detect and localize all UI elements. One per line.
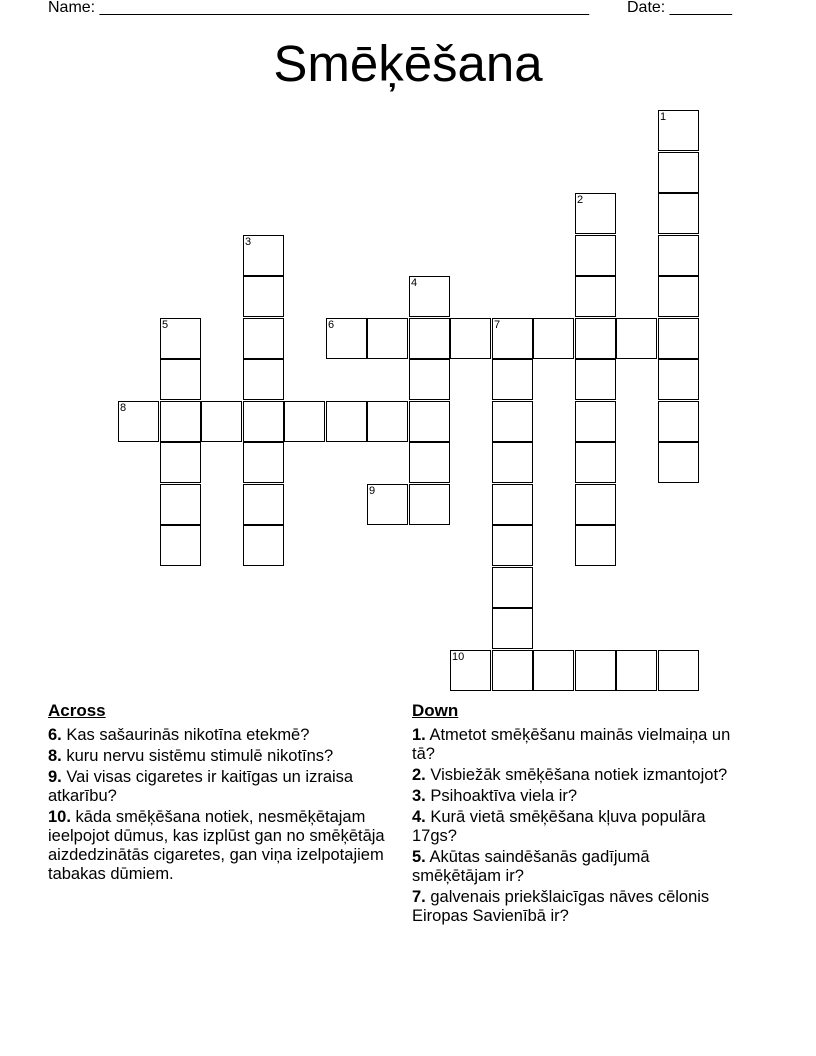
crossword-cell[interactable]: [575, 650, 616, 691]
clue-down-3: [412, 787, 742, 806]
crossword-cell[interactable]: [367, 484, 408, 525]
clue-text: Atmetot smēķēšanu mainās vielmaiņa un tā?: [412, 726, 731, 763]
crossword-cell[interactable]: [243, 318, 284, 359]
crossword-cell[interactable]: [658, 318, 699, 359]
clue-number: 7.: [412, 888, 426, 906]
down-heading: Down: [412, 701, 459, 720]
crossword-cell[interactable]: [658, 650, 699, 691]
crossword-cell[interactable]: [575, 359, 616, 400]
crossword-cell[interactable]: [243, 442, 284, 483]
clue-across-8: [48, 747, 398, 766]
crossword-cell[interactable]: [409, 318, 450, 359]
crossword-cell[interactable]: [492, 401, 533, 442]
crossword-cell[interactable]: [409, 484, 450, 525]
crossword-cell[interactable]: [160, 318, 201, 359]
crossword-cell[interactable]: [492, 525, 533, 566]
crossword-cell[interactable]: [575, 276, 616, 317]
clue-text: Kurā vietā smēķēšana kļuva populāra 17gs?: [412, 808, 706, 845]
crossword-cell[interactable]: [367, 318, 408, 359]
crossword-cell[interactable]: [450, 650, 491, 691]
crossword-cell[interactable]: [118, 401, 159, 442]
crossword-cell[interactable]: [575, 401, 616, 442]
crossword-cell[interactable]: [450, 318, 491, 359]
cell-number: 1: [660, 111, 667, 123]
crossword-cell[interactable]: [243, 525, 284, 566]
clue-text: Psihoaktīva viela ir?: [430, 787, 578, 805]
crossword-cell[interactable]: [243, 359, 284, 400]
cell-number: 4: [411, 277, 418, 289]
crossword-cell[interactable]: [243, 235, 284, 276]
clue-number: 1.: [412, 726, 426, 744]
crossword-cell[interactable]: [243, 401, 284, 442]
crossword-cell[interactable]: [160, 484, 201, 525]
cell-number: 8: [120, 402, 127, 414]
across-clues: [48, 701, 398, 886]
crossword-cell[interactable]: [533, 318, 574, 359]
crossword-cell[interactable]: [575, 484, 616, 525]
clue-down-2: [412, 766, 742, 785]
crossword-cell[interactable]: [326, 401, 367, 442]
crossword-cell[interactable]: [160, 401, 201, 442]
crossword-cell[interactable]: [616, 650, 657, 691]
cell-number: 10: [452, 651, 465, 663]
clue-number: 5.: [412, 848, 426, 866]
clue-across-6: [48, 726, 398, 745]
crossword-cell[interactable]: [575, 318, 616, 359]
down-clues: [412, 701, 742, 928]
crossword-cell[interactable]: [367, 401, 408, 442]
crossword-cell[interactable]: [492, 484, 533, 525]
crossword-cell[interactable]: [409, 442, 450, 483]
clue-number: 10.: [48, 808, 71, 826]
crossword-cell[interactable]: [658, 110, 699, 151]
clue-number: 8.: [48, 747, 62, 765]
clue-text: Akūtas saindēšanās gadījumā smēķētājam ir?: [412, 848, 650, 885]
crossword-cell[interactable]: [409, 359, 450, 400]
clue-text: galvenais priekšlaicīgas nāves cēlonis Eiropas Savienībā ir?: [412, 888, 710, 925]
crossword-cell[interactable]: [658, 152, 699, 193]
crossword-cell[interactable]: [201, 401, 242, 442]
clue-down-1: [412, 726, 742, 764]
clue-number: 4.: [412, 808, 426, 826]
crossword-cell[interactable]: [160, 359, 201, 400]
crossword-cell[interactable]: [533, 650, 574, 691]
clue-text: Vai visas cigaretes ir kaitīgas un izraisa atkarību?: [48, 768, 354, 805]
clue-text: Visbiežāk smēķēšana notiek izmantojot?: [430, 766, 728, 784]
crossword-cell[interactable]: [492, 567, 533, 608]
crossword-cell[interactable]: [160, 525, 201, 566]
crossword-cell[interactable]: [575, 235, 616, 276]
clue-text: kāda smēķēšana notiek, nesmēķētajam ieelpojot dūmus, kas izplūst gan no smēķētāja aizdedzinātās cigaretes, gan viņa izelpotajiem tabakas dūmiem.: [48, 808, 385, 883]
crossword-cell[interactable]: [658, 401, 699, 442]
crossword-cell[interactable]: [658, 276, 699, 317]
crossword-cell[interactable]: [616, 318, 657, 359]
crossword-cell[interactable]: [575, 193, 616, 234]
cell-number: 2: [577, 194, 584, 206]
clue-number: 6.: [48, 726, 62, 744]
crossword-cell[interactable]: [160, 442, 201, 483]
crossword-cell[interactable]: [658, 193, 699, 234]
crossword-cell[interactable]: [658, 235, 699, 276]
page-title: Smēķēšana: [273, 35, 543, 92]
cell-number: 6: [328, 319, 335, 331]
crossword-cell[interactable]: [409, 276, 450, 317]
cell-number: 9: [369, 485, 376, 497]
clue-number: 9.: [48, 768, 62, 786]
crossword-cell[interactable]: [409, 401, 450, 442]
cell-number: 3: [245, 236, 252, 248]
clue-number: 3.: [412, 787, 426, 805]
crossword-cell[interactable]: [492, 608, 533, 649]
clue-down-7: [412, 888, 742, 926]
name-field-label: Name: _______________________________________________________: [48, 0, 589, 16]
crossword-cell[interactable]: [575, 442, 616, 483]
crossword-cell[interactable]: [658, 359, 699, 400]
crossword-cell[interactable]: [492, 318, 533, 359]
crossword-cell[interactable]: [658, 442, 699, 483]
clue-across-9: [48, 768, 398, 806]
crossword-cell[interactable]: [243, 276, 284, 317]
clue-down-5: [412, 848, 742, 886]
crossword-cell[interactable]: [492, 650, 533, 691]
clue-down-4: [412, 808, 742, 846]
clue-across-10: [48, 808, 398, 884]
clue-text: kuru nervu sistēmu stimulē nikotīns?: [66, 747, 334, 765]
clue-text: Kas sašaurinās nikotīna etekmē?: [66, 726, 310, 744]
crossword-cell[interactable]: [575, 525, 616, 566]
date-field-label: Date: _______: [627, 0, 732, 16]
crossword-cell[interactable]: [243, 484, 284, 525]
crossword-cell[interactable]: [284, 401, 325, 442]
cell-number: 7: [494, 319, 501, 331]
across-heading: Across: [48, 701, 106, 720]
crossword-cell[interactable]: [492, 359, 533, 400]
crossword-cell[interactable]: [326, 318, 367, 359]
crossword-cell[interactable]: [492, 442, 533, 483]
cell-number: 5: [162, 319, 169, 331]
clue-number: 2.: [412, 766, 426, 784]
